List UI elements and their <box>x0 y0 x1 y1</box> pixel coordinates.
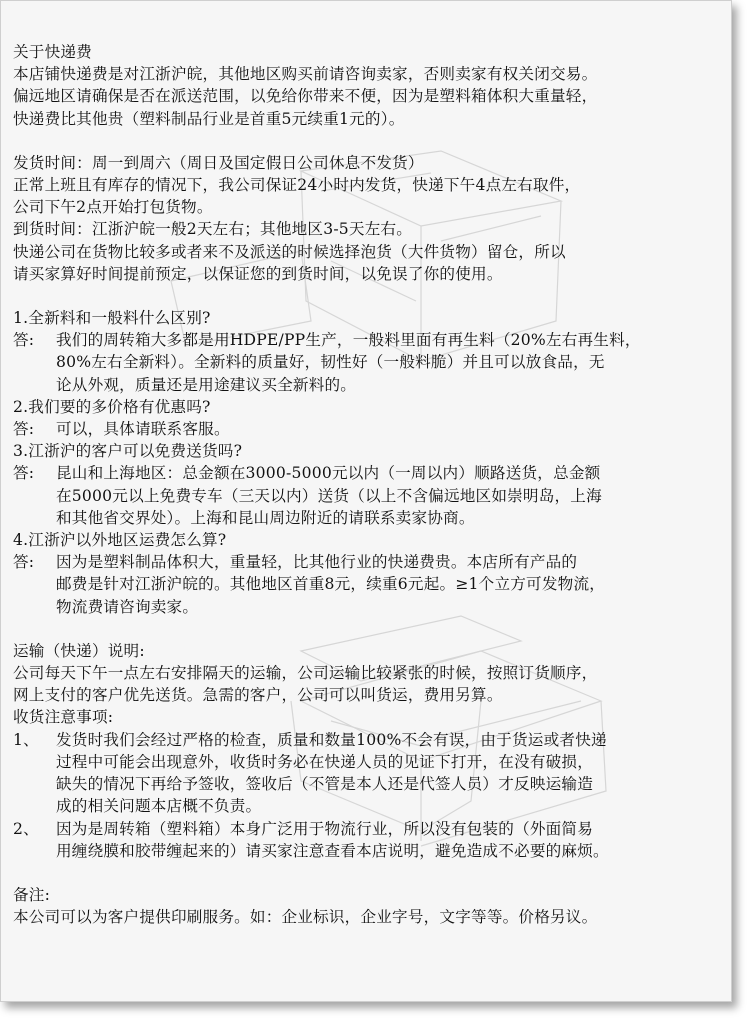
answer-line: 可以，具体请联系客服。 <box>56 420 230 439</box>
faq-question: 4.江浙沪以外地区运费怎么算? <box>13 531 227 550</box>
delivery-time-line: 到货时间：江浙沪皖一般2天左右；其他地区3-5天左右。 <box>13 220 413 239</box>
faq-answer <box>13 418 725 440</box>
faq-answer <box>13 329 725 396</box>
item-line: 用缠绕膜和胶带缠起来的）请买家注意查看本店说明，避免造成不必要的麻烦。 <box>56 841 609 860</box>
delivery-time-title: 发货时间：周一到周六（周日及国定假日公司休息不发货） <box>13 153 424 172</box>
document-content <box>13 41 725 928</box>
transport-line: 公司每天下午一点左右安排隔天的运输，公司运输比较紧张的时候，按照订货顺序， <box>13 664 598 683</box>
answer-label: 答: <box>13 464 35 483</box>
answer-label: 答: <box>13 420 35 439</box>
remarks-title: 备注: <box>13 885 51 904</box>
item-line: 发货时我们会经过严格的检查，质量和数量100%不会有误，由于货运或者快递 <box>56 730 607 749</box>
item-line: 成的相关问题本店概不负责。 <box>56 797 262 816</box>
item-line: 因为是周转箱（塑料箱）本身广泛用于物流行业，所以没有包装的（外面简易 <box>56 819 593 838</box>
shipping-fee-line: 本店铺快递费是对江浙沪皖，其他地区购买前请咨询卖家，否则卖家有权关闭交易。 <box>13 65 598 84</box>
transport-title: 运输（快递）说明: <box>13 641 145 660</box>
item-number: 2、 <box>13 819 39 838</box>
delivery-time-line: 公司下午2点开始打包货物。 <box>13 198 213 217</box>
answer-line: 在5000元以上免费专车（三天以内）送货（以上不含偏远地区如崇明岛，上海 <box>56 486 602 505</box>
answer-line: 昆山和上海地区：总金额在3000-5000元以内（一周以内）顺路送货，总金额 <box>56 464 601 483</box>
transport-line: 网上支付的客户优先送货。急需的客户，公司可以叫货运，费用另算。 <box>13 686 503 705</box>
shipping-fee-line: 快递费比其他贵（塑料制品行业是首重5元续重1元的）。 <box>13 109 405 128</box>
answer-line: 邮费是针对江浙沪皖的。其他地区首重8元，续重6元起。≥1个立方可发物流， <box>56 575 606 594</box>
faq-section <box>13 307 725 618</box>
item-number: 1、 <box>13 730 39 749</box>
shipping-fee-line: 偏远地区请确保是否在派送范围，以免给你带来不便，因为是塑料箱体积大重量轻， <box>13 87 598 106</box>
receipt-note-item <box>13 818 725 862</box>
receipt-note-item <box>13 729 725 818</box>
item-line: 过程中可能会出现意外，收货时务必在快递人员的见证下打开，在没有破损， <box>56 752 593 771</box>
faq-question: 1.全新料和一般料什么区别? <box>13 309 211 328</box>
remarks-line: 本公司可以为客户提供印刷服务。如：企业标识，企业字号，文字等等。价格另议。 <box>13 908 598 927</box>
faq-answer <box>13 551 725 618</box>
remarks-section <box>13 884 725 928</box>
transport-section <box>13 640 725 862</box>
receipt-notes-title: 收货注意事项: <box>13 708 114 727</box>
answer-label: 答: <box>13 553 35 572</box>
answer-label: 答: <box>13 331 35 350</box>
shipping-fee-section <box>13 41 725 130</box>
delivery-time-section <box>13 152 725 285</box>
delivery-time-line: 请买家算好时间提前预定，以保证您的到货时间，以免误了你的使用。 <box>13 264 503 283</box>
answer-line: 论从外观，质量还是用途建议买全新料的。 <box>56 375 357 394</box>
answer-line: 我们的周转箱大多都是用HDPE/PP生产，一般料里面有再生料（20%左右再生料， <box>56 331 641 350</box>
delivery-time-line: 正常上班且有库存的情况下，我公司保证24小时内发货，快递下午4点左右取件， <box>13 176 581 195</box>
delivery-time-line: 快递公司在货物比较多或者来不及派送的时候选择泡货（大件货物）留仓，所以 <box>13 242 566 261</box>
faq-answer <box>13 462 725 529</box>
answer-line: 物流费请咨询卖家。 <box>56 597 199 616</box>
answer-line: 80%左右全新料）。全新料的质量好，韧性好（一般料脆）并且可以放食品，无 <box>56 353 605 372</box>
faq-question: 3.江浙沪的客户可以免费送货吗? <box>13 442 243 461</box>
answer-line: 因为是塑料制品体积大，重量轻，比其他行业的快递费贵。本店所有产品的 <box>56 553 578 572</box>
faq-question: 2.我们要的多价格有优惠吗? <box>13 397 211 416</box>
shipping-fee-title: 关于快递费 <box>13 43 92 61</box>
answer-line: 和其他省交界处）。上海和昆山周边附近的请联系卖家协商。 <box>56 508 475 527</box>
item-line: 缺失的情况下再给予签收，签收后（不管是本人还是代签人员）才反映运输造 <box>56 775 593 794</box>
